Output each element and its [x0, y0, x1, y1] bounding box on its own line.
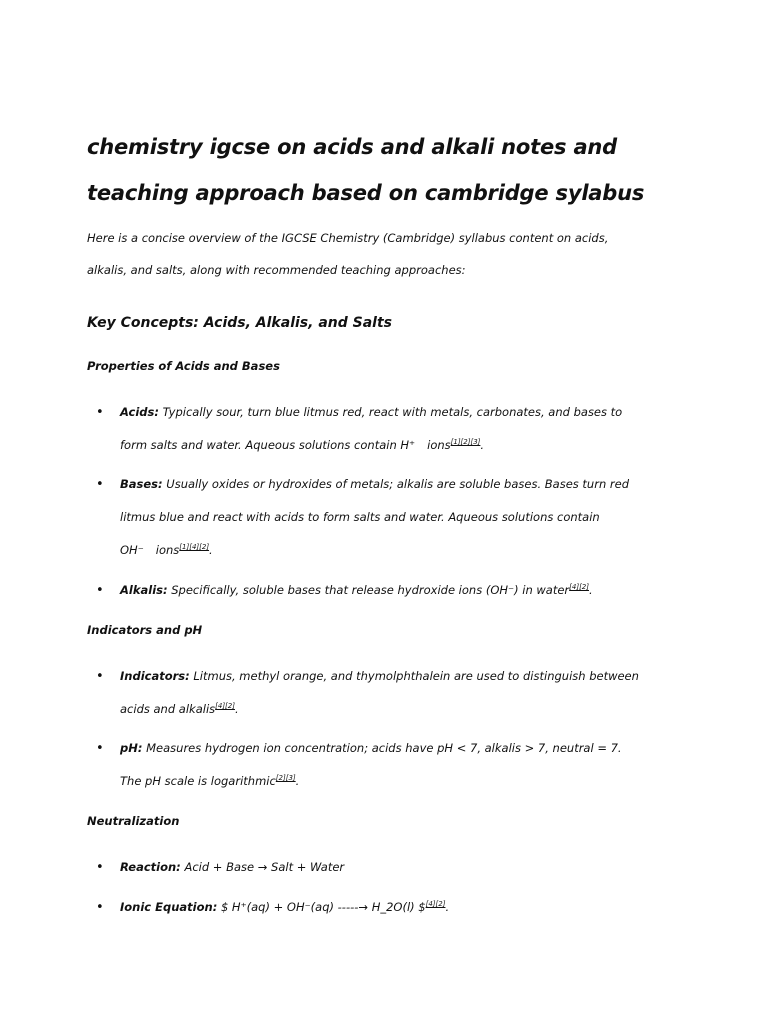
alkalis-line-1: Specifically, soluble bases that release hydroxide ions (OH⁻	[171, 583, 515, 597]
title-line-1: chemistry igcse on acids and alkali notes and	[87, 135, 617, 159]
list-item-ph	[96, 732, 686, 798]
period: .	[295, 774, 300, 788]
properties-heading: Properties of Acids and Bases	[87, 359, 280, 373]
bullet-icon: •	[96, 900, 104, 915]
term-reaction: Reaction:	[120, 860, 181, 874]
period: .	[480, 438, 485, 452]
alkalis-line-1b: ) in water	[514, 583, 570, 597]
period: .	[234, 702, 239, 716]
ph-line-1: Measures hydrogen ion concentration; acids have pH < 7, alkalis > 7, neutral = 7.	[146, 741, 622, 755]
document-title	[87, 124, 707, 216]
bullet-icon: •	[96, 860, 104, 875]
citation-link[interactable]: [2][3]	[275, 774, 296, 783]
ph-line-2: The pH scale is logarithmic	[120, 774, 276, 788]
term-bases: Bases:	[120, 477, 163, 491]
citation-link[interactable]: [4][2]	[569, 583, 589, 592]
period: .	[589, 583, 593, 597]
period: .	[445, 900, 450, 914]
indicators-heading: Indicators and pH	[87, 623, 203, 637]
bullet-icon: •	[96, 405, 104, 420]
bases-line-1: Usually oxides or hydroxides of metals; alkalis are soluble bases. Bases turn red	[166, 477, 629, 491]
citation-link[interactable]: [4][2]	[425, 900, 446, 909]
indicators-line-1: Litmus, methyl orange, and thymolphthalein are used to distinguish between	[193, 669, 639, 683]
intro-line-2: alkalis, and salts, along with recommended teaching approaches:	[87, 263, 466, 277]
list-item-alkalis	[96, 574, 686, 607]
neutralization-heading: Neutralization	[87, 814, 180, 828]
title-line-2: teaching approach based on cambridge sylabus	[87, 181, 645, 205]
ionic-equation-text: $ H⁺(aq) + OH⁻(aq) -----→ H_2O(l) $	[220, 900, 426, 914]
term-indicators: Indicators:	[120, 669, 190, 683]
citation-link[interactable]: [1][4][2]	[179, 543, 210, 552]
term-ionic-equation: Ionic Equation:	[120, 900, 218, 914]
bullet-icon: •	[96, 583, 104, 598]
list-item-reaction	[96, 851, 686, 884]
bases-line-2: litmus blue and react with acids to form salts and water. Aqueous solutions contain	[120, 510, 600, 524]
list-item-acids	[96, 396, 686, 462]
reaction-text: Acid + Base → Salt + Water	[184, 860, 345, 874]
bullet-icon: •	[96, 669, 104, 684]
period: .	[209, 543, 213, 557]
intro-paragraph	[87, 222, 687, 286]
term-alkalis: Alkalis:	[120, 583, 168, 597]
list-item-ionic-equation	[96, 891, 686, 924]
list-item-indicators	[96, 660, 686, 726]
term-ph: pH:	[120, 741, 143, 755]
acids-line-2b: ions	[427, 438, 451, 452]
list-item-bases	[96, 468, 686, 567]
section-heading: Key Concepts: Acids, Alkalis, and Salts	[87, 315, 392, 331]
bullet-icon: •	[96, 477, 104, 492]
term-acids: Acids:	[120, 405, 159, 419]
acids-line-2: form salts and water. Aqueous solutions contain H⁺	[120, 438, 416, 452]
bases-line-3: OH⁻	[120, 543, 144, 557]
bullet-icon: •	[96, 741, 104, 756]
acids-line-1: Typically sour, turn blue litmus red, react with metals, carbonates, and bases to	[162, 405, 623, 419]
citation-link[interactable]: [1][2][3]	[450, 438, 481, 447]
intro-line-1: Here is a concise overview of the IGCSE Chemistry (Cambridge) syllabus content on acids,	[87, 231, 609, 245]
bases-line-3b: ions	[155, 543, 180, 557]
citation-link[interactable]: [4][2]	[215, 702, 235, 711]
indicators-line-2: acids and alkalis	[120, 702, 216, 716]
